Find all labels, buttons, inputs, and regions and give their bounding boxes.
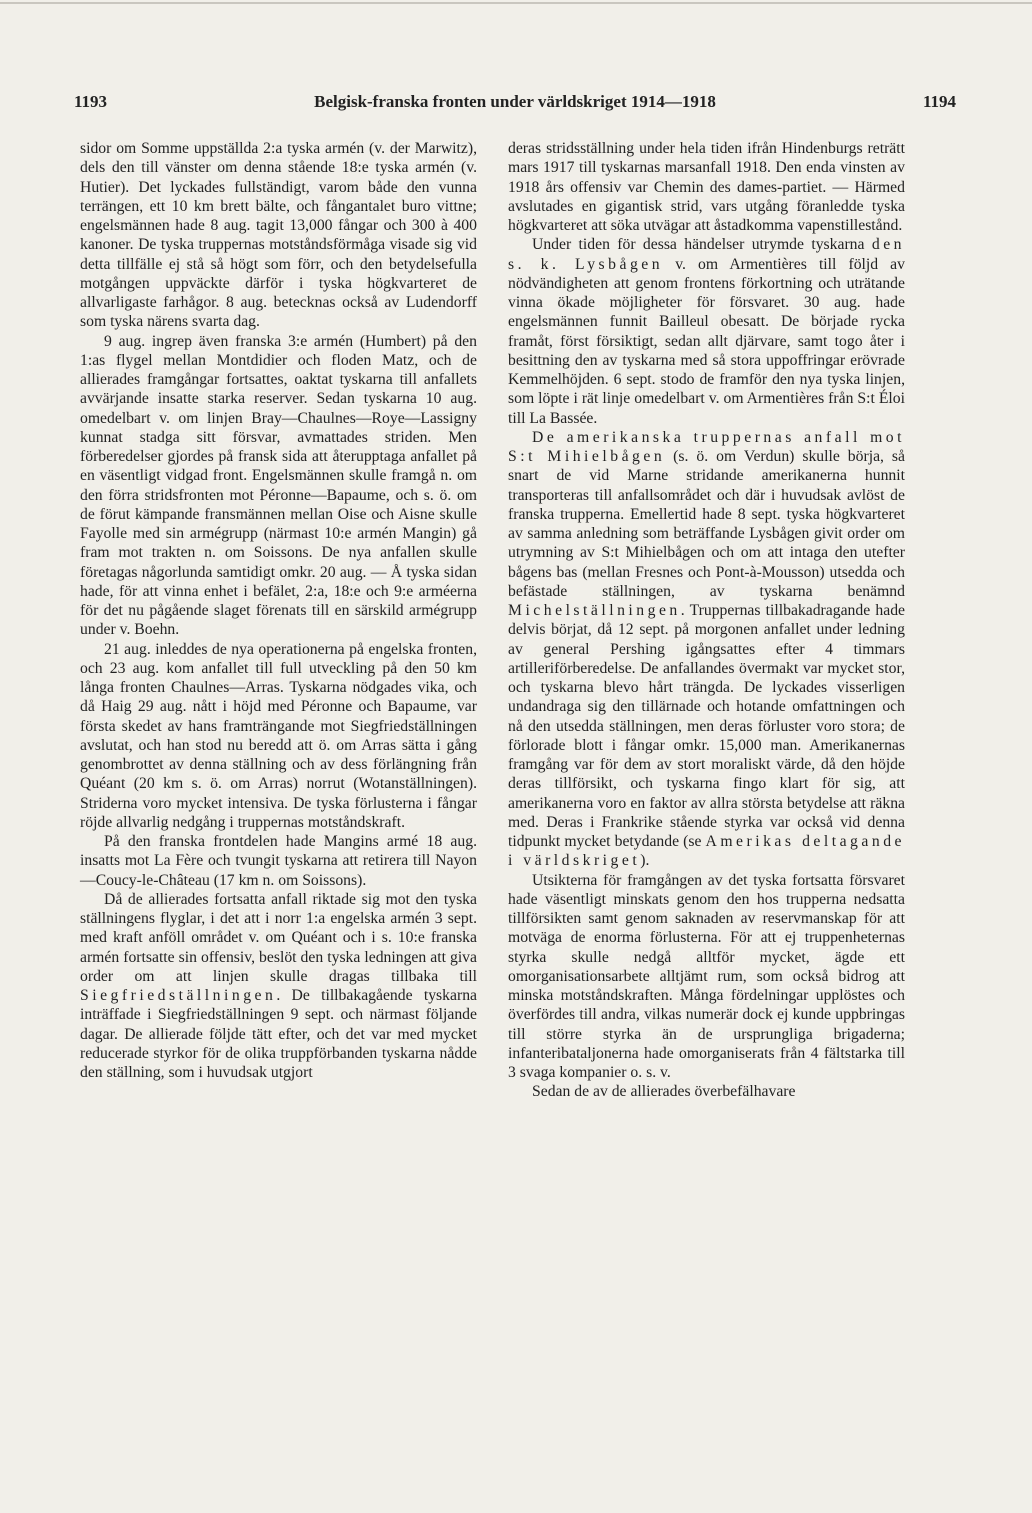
text-run: . De tillbakagående tyskarna inträffade i Siegfriedställningen 9 sept. och närmast följande dagar. De allierade följde tätt efter, och det var med mycket reducerade styrkor för de olika truppförbanden tyskarna nådde den ställning, som i huvudsak utgjort [80,987,477,1081]
paragraph: 9 aug. ingrep även franska 3:e armén (Humbert) på den 1:as flygel mellan Montdidier och floden Matz, och de allierades framgångar fortsattes, oaktat tyskarna till anfallets avvärjande insatte starka reserver. Sedan tyskarna 10 aug. omedelbart v. om linjen Bray—Chaulnes—Roye—Lassigny kunnat stadga sitt försvar, avmattades striden. Men förberedelser gjordes på fransk sida att återupptaga anfallet på en väsentligt vidgad front. Engelsmännen skulle framgå n. om den förra stridsfronten mot Péronne—Bapaume, och s. ö. om de förut kämpande fransmännen mellan Oise och Aisne skulle Fayolle med sin armégrupp (närmast 10:e armén Mangin) gå fram mot trakten n. om Soissons. De nya anfallen skulle företagas någorlunda samtidigt omkr. 20 aug. — Å tyska sidan hade, för att vinna enhet i befälet, 2:a, 18:e och 9:e arméerna för det nu pågående slaget förenats till en särskild armégrupp under v. Boehn. [80,332,477,639]
text-run: Under tiden för dessa händelser utrymde tyskarna [532,236,865,254]
spaced-term: Michelställningen [508,602,681,619]
paragraph: 21 aug. inleddes de nya operationerna på engelska fronten, och 23 aug. kom anfallet till full utveckling på den 50 km långa fronten Chaulnes—Arras. Tyskarna nödgades vika, och då Haig 29 aug. nått i höjd med Péronne och Bapaume, var första skedet av hans framträngande mot Siegfriedställningen avslutat, och han stod nu beredd att ö. om Arras sätta i gång genombrottet av denna ställning och av dess förlängning från Quéant (20 km s. ö. om Arras) norrut (Wotanställningen). Striderna voro mycket intensiva. De tyska förlusterna i fångar röjde allvarlig nedgång i truppernas motståndskraft. [80,640,477,831]
paragraph: Sedan de av de allierades överbefälhavare [532,1083,796,1101]
left-column [80,139,477,1082]
spaced-term: den s. k. Lysbågen [508,236,906,273]
paragraph [508,428,905,871]
paragraph [80,890,477,1083]
spaced-term: De amerikanska truppernas anfall mot S:t Mihielbågen [508,428,905,465]
running-title: Belgisk-franska fronten under världskriget 1914—1918 [314,92,716,111]
paragraph: sidor om Somme uppställda 2:a tyska armén (v. der Marwitz), dels den till vänster om denna stående 18:e tyska armén (v. Hutier). Det lyckades fullständigt, varom både den vunna terrängen, ett 10 km brett bälte, och fångantalet buro vittne; engelsmännen hade 8 aug. tagit 13,000 fångar och 300 à 400 kanoner. De tyska truppernas motståndsförmåga visade sig vid detta tillfälle ej stå så högt som förr, och den betydelsefulla motgången uppväckte därför i tyska högkvarteret de allvarligaste farhågor. 8 aug. betecknas också av Ludendorff som tyska närens svarta dag. [80,140,477,331]
paragraph: deras stridsställning under hela tiden ifrån Hindenburgs reträtt mars 1917 till tyskarnas marsanfall 1918. Den enda vinsten av 1918 års offensiv var Chemin des dames-partiet. — Härmed avslutades en gigantisk strid, vars utgång föranledde tyska högkvarteret att söka utvägar att åstadkomma vapenstillestånd. [508,140,905,234]
text-run: Då de allierades fortsatta anfall riktade sig mot den tyska ställningens flyglar, i det att i norr 1:a engelska armén 3 sept. med kraft anföll området v. om Quéant och i s. 10:e franska armén fortsatte sin offensiv, beslöt den tyska ledningen att giva order om att linjen skulle dragas tillbaka till [80,890,477,985]
text-run: . Truppernas tillbakadragande hade delvis börjat, då 12 sept. på morgonen anfallet under ledning av general Pershing igångsattes efter 4 timmars artilleriförberedelse. De anfallandes övermakt var mycket stor, och tyskarna blevo hårt trängda. De lyckades visserligen undandraga sig den tillärnade och hotande omfattningen och nå den utsedda ställningen, men deras förluster voro stora; de förlorade blott i fångar omkr. 15,000 man. Amerikanernas framgång var för dem av stort moraliskt värde, då den höjde deras tillförsikt, och tyskarna fingo klart för sig, att amerikanerna voro en faktor av allra största betydelse att räkna med. Deras i Frankrike stående styrka var också vid denna tidpunkt mycket betydande (se [508,602,905,850]
text-run: v. om Armentières till följd av nödvändigheten att genom frontens förkortning och uträtande vinna ökade möjligheter för försvaret. 30 aug. hade engelsmännen funnit Bailleul obesatt. De började rycka framåt, först försiktigt, sedan allt djärvare, samt togo åter i besittning den av tyskarna med så stora uppoffringar erövrade Kemmelhöjden. 6 sept. stodo de framför den nya tyska linjen, som löpte i rät linje omedelbart v. om Armentières från S:t Éloi till La Bassée. [508,255,905,427]
spaced-term: Amerikas deltagande i världskriget [508,833,906,870]
text-run: (s. ö. om Verdun) skulle börja, så snart de vid Marne stridande amerikanerna hunnit transporteras till anfallsområdet och där i huvudsak avlöst de franska trupperna. Emellertid hade 8 sept. tyska högkvarteret av samma anledning som beträffande Lysbågen givit order om utrymning av S:t Mihielbågen och om att intaga den utefter bågens bas (mellan Fresnes och Pont-à-Mousson) utsedda och befästade ställningen, av tyskarna benämnd [508,448,905,600]
page-number-left: 1193 [74,92,108,111]
spaced-term: Siegfriedställningen [80,987,277,1004]
page-number-right: 1194 [922,92,956,111]
right-column [508,139,905,1102]
paragraph: På den franska frontdelen hade Mangins armé 18 aug. insatts mot La Fère och tvungit tyskarna att retirera till Nayon—Coucy-le-Château (17 km n. om Soissons). [80,833,477,889]
paragraph [508,235,905,428]
text-run: ). [640,852,650,870]
page-header [74,92,956,116]
paragraph: Utsikterna för framgången av det tyska fortsatta försvaret hade väsentligt minskats genom den hos trupperna nedsatta tillförsikten samt genom saknaden av reservmanskap för att motväga de enorma förlusterna. För att ej truppenheternas styrka skulle nedgå alltför mycket, ägde ett omorganisationsarbete alltjämt rum, som också bidrog att minska motståndskraften. Många fördelningar upplöstes och överfördes till andra, vilkas numerär dock ej kunde uppbringas till större styrka än de ursprungliga brigaderna; infanteribataljonerna hade omorganiserats från 4 fältstarka till 3 svaga kompanier o. s. v. [508,871,905,1081]
top-edge-rule [0,2,1032,4]
